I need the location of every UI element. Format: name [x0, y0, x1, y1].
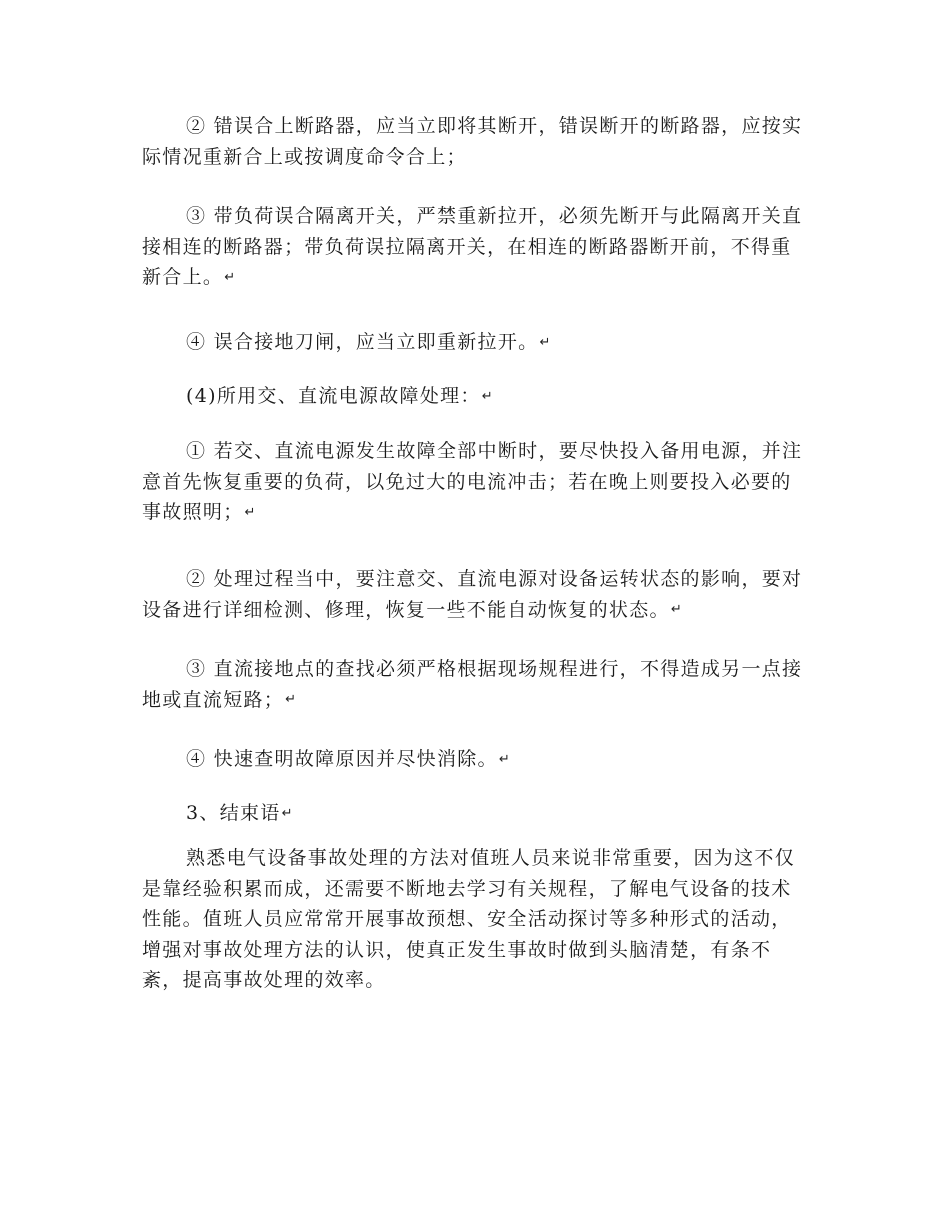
paragraph-6-text: ② 处理过程当中，要注意交、直流电源对设备运转状态的影响，要对设备进行详细检测、修理，恢复一些不能自动恢复的状态。 — [142, 568, 803, 621]
paragraph-mark: ↵ — [481, 388, 493, 404]
paragraph-5-text: ① 若交、直流电源发生故障全部中断时，要尽快投入备用电源，并注意首先恢复重要的负荷，以免过大的电流冲击；若在晚上则要投入必要的事故照明； — [142, 440, 803, 523]
paragraph-mark: ↵ — [281, 805, 293, 821]
section-heading-text: 3、结束语 — [186, 802, 281, 824]
paragraph-3 — [142, 327, 806, 358]
paragraph-1 — [142, 111, 806, 173]
paragraph-10-text: 熟悉电气设备事故处理的方法对值班人员来说非常重要，因为这不仅是靠经验积累而成，还需要不断地去学习有关规程，了解电气设备的技术性能。值班人员应常常开展事故预想、安全活动探讨等多种形式的活动，增强对事故处理方法的认识，使真正发生事故时做到头脑清楚，有条不紊，提高事故处理的效率。 — [142, 847, 796, 991]
paragraph-mark: ↵ — [498, 751, 510, 767]
paragraph-2-text: ③ 带负荷误合隔离开关，严禁重新拉开，必须先断开与此隔离开关直接相连的断路器；带负荷误拉隔离开关，在相连的断路器断开前，不得重新合上。 — [142, 205, 803, 288]
paragraph-mark: ↵ — [224, 269, 236, 285]
paragraph-mark: ↵ — [670, 602, 682, 618]
paragraph-1-text: ② 错误合上断路器，应当立即将其断开，错误断开的断路器，应按实际情况重新合上或按调度命令合上； — [142, 115, 803, 168]
paragraph-4-text: (4)所用交、直流电源故障处理： — [186, 385, 481, 407]
paragraph-3-text: ④ 误合接地刀闸，应当立即重新拉开。 — [186, 331, 539, 353]
paragraph-6 — [142, 564, 806, 626]
section-heading — [142, 798, 806, 829]
paragraph-4 — [142, 381, 806, 412]
paragraph-10 — [142, 843, 806, 996]
paragraph-8-text: ④ 快速查明故障原因并尽快消除。 — [186, 748, 498, 770]
paragraph-7 — [142, 654, 806, 716]
paragraph-mark: ↵ — [244, 504, 256, 520]
paragraph-7-text: ③ 直流接地点的查找必须严格根据现场规程进行，不得造成另一点接地或直流短路； — [142, 658, 803, 711]
paragraph-mark: ↵ — [539, 334, 551, 350]
paragraph-2 — [142, 201, 806, 293]
paragraph-mark: ↵ — [285, 692, 297, 708]
paragraph-8 — [142, 744, 806, 775]
paragraph-5 — [142, 436, 806, 528]
